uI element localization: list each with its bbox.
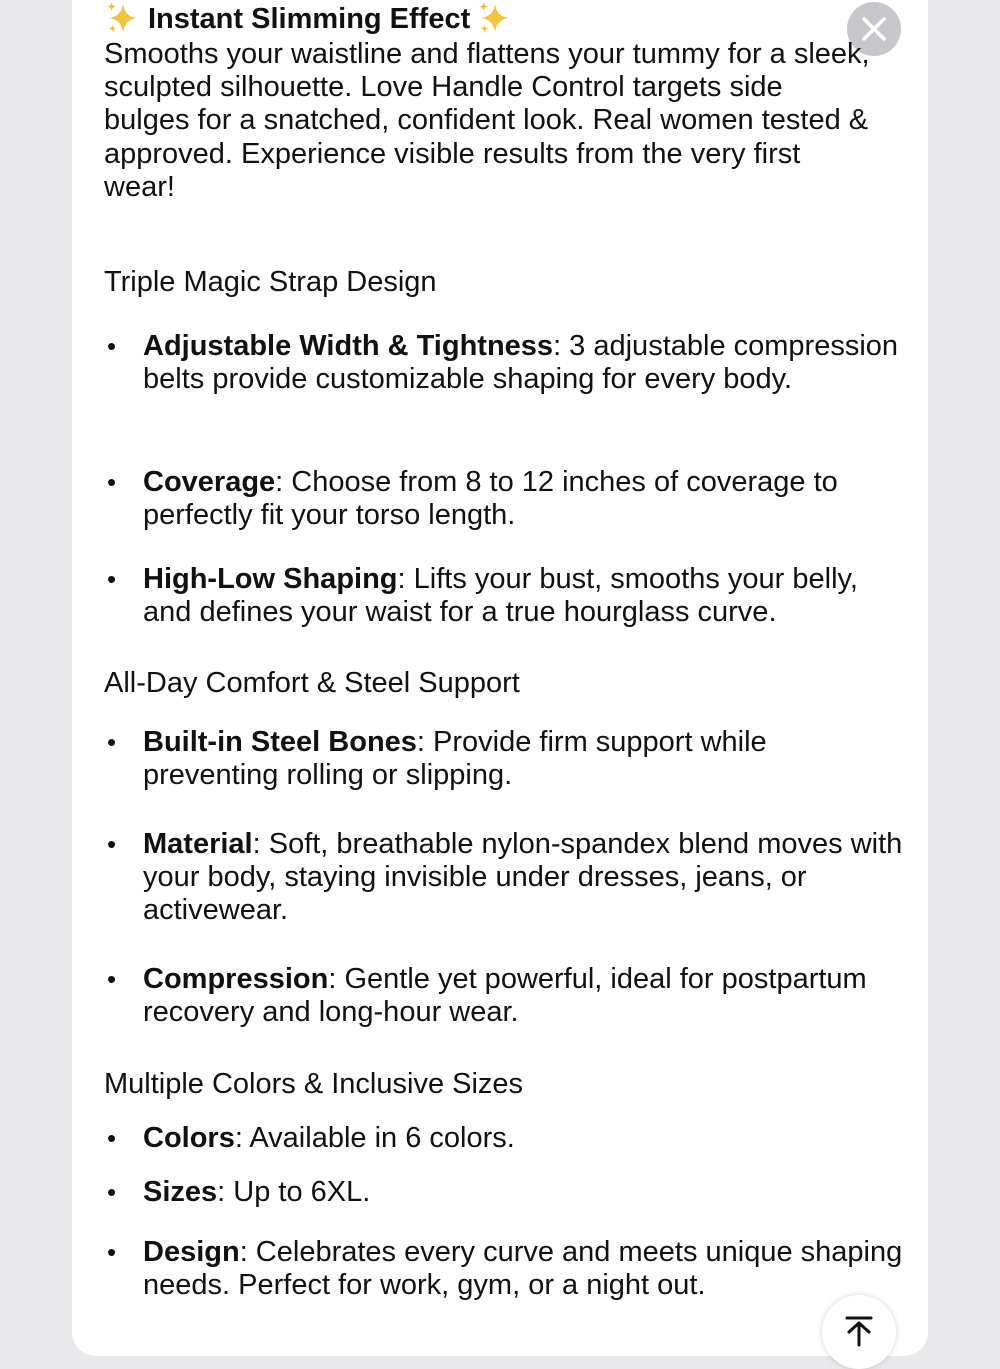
list-item: • High-Low Shaping: Lifts your bust, smooths your belly, and defines your waist for a true hourglass curve.: [107, 563, 858, 629]
item-description: : Gentle yet powerful, ideal for postpartum recovery and long-hour wear.: [143, 963, 867, 1029]
item-description: : Provide firm support while preventing rolling or slipping.: [143, 726, 767, 792]
item-description: : Up to 6XL.: [217, 1176, 371, 1208]
intro-heading: [104, 0, 904, 38]
item-term: Coverage: [143, 466, 276, 498]
item-term: Sizes: [143, 1176, 218, 1208]
sparkles-icon: [104, 0, 142, 38]
list-item: • Compression: Gentle yet powerful, ideal for postpartum recovery and long-hour wear.: [107, 963, 867, 1029]
item-term: Colors: [143, 1122, 235, 1154]
item-term: High-Low Shaping: [143, 563, 398, 595]
item-term: Built-in Steel Bones: [143, 726, 417, 758]
item-term: Design: [143, 1236, 240, 1268]
list-item: • Adjustable Width & Tightness: 3 adjustable compression belts provide customizable shaping for every body.: [107, 330, 899, 396]
item-description: : Celebrates every curve and meets unique shaping needs. Perfect for work, gym, or a night out.: [143, 1236, 903, 1302]
list-item: • Sizes: Up to 6XL.: [107, 1176, 371, 1208]
item-term: Adjustable Width & Tightness: [143, 330, 554, 362]
item-description: : Soft, breathable nylon-spandex blend moves with your body, staying invisible under dresses, jeans, or activewear.: [143, 828, 903, 927]
list-item: • Design: Celebrates every curve and meets unique shaping needs. Perfect for work, gym, or a night out.: [107, 1236, 903, 1302]
section-title: Triple Magic Strap Design: [104, 266, 437, 298]
section-title: All-Day Comfort & Steel Support: [104, 667, 520, 699]
item-term: Material: [143, 828, 253, 860]
item-description: : Available in 6 colors.: [234, 1122, 515, 1154]
item-description: : 3 adjustable compression belts provide customizable shaping for every body.: [143, 330, 899, 396]
intro-title: Instant Slimming Effect: [148, 3, 471, 35]
arrow-up-to-top-icon: [822, 1295, 896, 1369]
intro-body: Smooths your waistline and flattens your tummy for a sleek, sculpted silhouette. Love Handle Control targets side bulges for a snatched, confident look. Real women tested & approved. Experience visible results from the very first wear!: [104, 38, 870, 203]
sparkles-icon: [476, 0, 514, 38]
list-item: • Coverage: Choose from 8 to 12 inches of coverage to perfectly fit your torso length.: [107, 466, 838, 532]
item-term: Compression: [143, 963, 329, 995]
item-description: : Choose from 8 to 12 inches of coverage to perfectly fit your torso length.: [143, 466, 838, 532]
scroll-to-top-button[interactable]: [822, 1295, 896, 1369]
item-description: : Lifts your bust, smooths your belly, and defines your waist for a true hourglass curve.: [143, 563, 858, 629]
intro-block: [104, 0, 904, 204]
list-item: • Built-in Steel Bones: Provide firm support while preventing rolling or slipping.: [107, 726, 767, 792]
section-title: Multiple Colors & Inclusive Sizes: [104, 1068, 524, 1100]
list-item: • Material: Soft, breathable nylon-spandex blend moves with your body, staying invisible under dresses, jeans, or activewear.: [107, 828, 903, 927]
list-item: • Colors: Available in 6 colors.: [107, 1122, 515, 1154]
